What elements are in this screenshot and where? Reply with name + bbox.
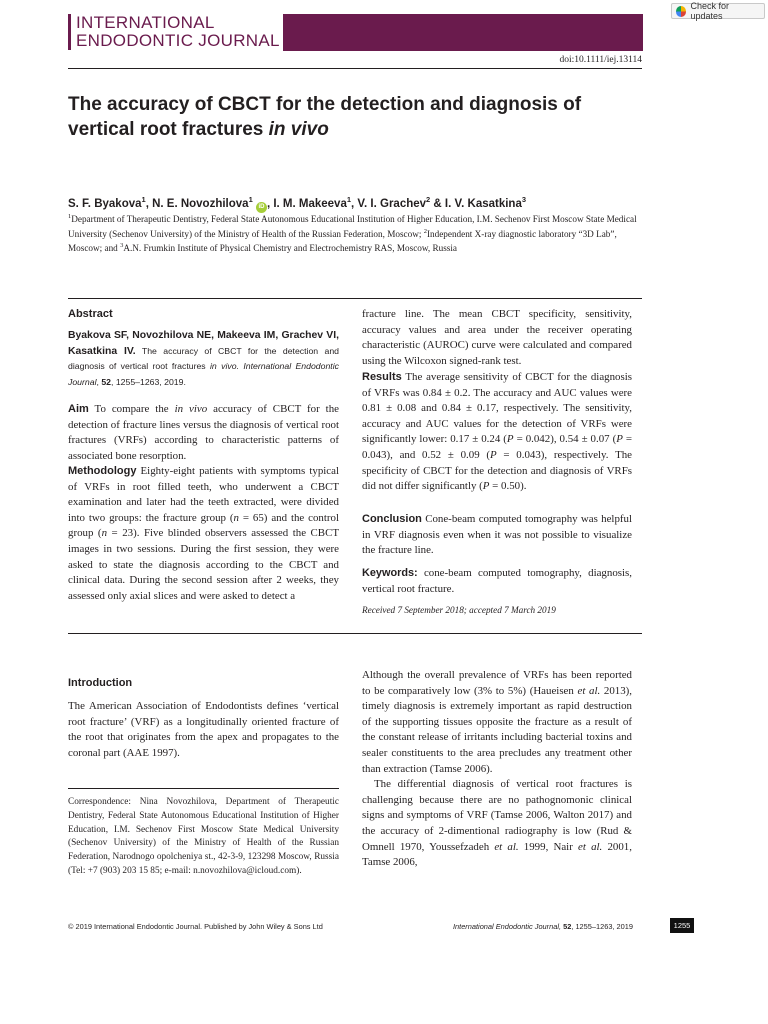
journal-footer <box>453 922 633 931</box>
affiliation-mark: 3 <box>120 242 124 250</box>
introduction-heading: Introduction <box>68 677 133 689</box>
affiliations <box>68 211 642 255</box>
aim-text: To compare the <box>88 403 175 415</box>
keywords-text: cone-beam computed tomography, diagnosis, vertical root fracture. <box>362 567 632 595</box>
title-italic: in vivo <box>268 119 329 140</box>
footer-journal: International Endodontic Journal, <box>452 922 564 931</box>
p-symbol: P <box>616 433 623 446</box>
body-paragraph <box>362 777 632 871</box>
affiliation-mark: 1 <box>68 213 72 220</box>
author-affiliation-mark: 3 <box>521 195 527 204</box>
citation-title-italic: in vivo. <box>210 361 239 372</box>
paragraph-text: The differential diagnosis of vertical root fractures is challenging because there are no pathognomonic clinical signs and symptoms of VRF (Tamse 2006, Walton 2017) and the accuracy of 2-dimentional radiography is low (Rud & Omnell 1970, Youssefzadeh <box>362 778 632 853</box>
author-separator: & <box>430 197 445 210</box>
journal-logo-bar <box>68 14 71 50</box>
abstract-aim <box>68 402 339 464</box>
author-separator: , <box>351 197 358 210</box>
title-main: The accuracy of CBCT for the detection and diagnosis of vertical root fractures <box>68 94 582 140</box>
paragraph-text: 2013), timely diagnosis is extremely important as rapid destruction of the supporting tissues opposite the fracture as a result of the constant release of irritants including bacterial toxins and sealer constituents to the area precludes any treatment other than extraction (Tamse 2006). <box>362 684 633 775</box>
article-title <box>68 92 628 142</box>
author-name[interactable]: I. V. Kasatkina <box>444 197 522 210</box>
author-affiliation-mark: 1 <box>248 195 253 204</box>
check-for-updates-button[interactable] <box>671 3 765 19</box>
paragraph-text: 2001, Tamse 2006, <box>362 840 632 869</box>
correspondence-rule <box>68 788 339 789</box>
received-dates: Received 7 September 2018; accepted 7 March 2019 <box>362 605 556 615</box>
keywords-heading: Keywords: <box>362 567 418 579</box>
results-text: = 0.50). <box>489 480 527 493</box>
header-color-band <box>283 14 643 51</box>
orcid-icon[interactable]: iD <box>256 202 267 213</box>
citation-pages: , 1255–1263, 2019. <box>111 376 186 387</box>
keywords <box>362 566 632 597</box>
affiliation-text: A.N. Frumkin Institute of Physical Chemistry and Electrochemistry RAS, Moscow, Russia <box>123 243 458 254</box>
body-right-column <box>362 668 632 871</box>
affiliation-text: Department of Therapeutic Dentistry, Federal State Autonomous Educational Institution of Higher Education, I.M. Sechenov First Moscow State Medical University (Sechenov University) of the Ministry of Health of the Russian Federation, Moscow; <box>68 214 637 239</box>
abstract-top-rule <box>68 298 642 299</box>
affiliation-text: Independent X-ray diagnostic laboratory “3D Lab”, Moscow; and <box>68 228 617 254</box>
citation-authors: Byakova SF, Novozhilova NE, Makeeva IM, Grachev VI, Kasatkina IV. <box>68 330 339 357</box>
p-symbol: P <box>490 448 497 461</box>
results-text: = 0.042), 0.54 ± 0.07 ( <box>513 433 617 446</box>
introduction-paragraph: The American Association of Endodontists defines ‘vertical root fracture’ (VRF) as a longitudinally oriented fracture of the root that originates from the apex and propagates to the coronal part (AAE 1997). <box>68 700 339 759</box>
journal-name-line1: INTERNATIONAL <box>76 13 215 32</box>
footer-pages: , 1255–1263, 2019 <box>571 922 633 931</box>
abstract-citation: Byakova SF, Novozhilova NE, Makeeva IM, Grachev VI, Kasatkina IV. The accuracy of CBCT for the detection and diagnosis of vertical root fractures in vivo. International Endodontic Journal, 52, 1255–1263, 2019. <box>68 330 340 387</box>
author-name[interactable]: I. M. Makeeva <box>273 197 347 210</box>
abstract-conclusion <box>362 512 632 559</box>
check-for-updates-label: Check for updates <box>690 1 729 21</box>
author-separator: , <box>145 197 153 210</box>
p-symbol: P <box>506 433 514 446</box>
header-rule <box>68 68 642 69</box>
citation-title: The accuracy of CBCT for the detection and diagnosis of vertical root fractures <box>68 345 340 372</box>
et-al: et al. <box>577 684 601 697</box>
paragraph-text: Although the overall prevalence of VRFs has been reported to be comparatively low (3% to 5%) (Haueisen <box>362 669 632 697</box>
et-al: et al. <box>578 840 603 853</box>
doi[interactable]: doi:10.1111/iej.13114 <box>559 55 642 65</box>
methodology-text: = 65) and the control group ( <box>68 511 340 540</box>
author-list: S. F. Byakova$^1$, N. E. Novozhilova$^1$ iD , I. M. Makeeva$^1$, V. I. Grachev$^2$ & I. V. Kasatkina$^3$ <box>68 193 688 213</box>
author-name[interactable]: V. I. Grachev <box>357 197 427 210</box>
methodology-text: Eighty-eight patients with symptoms typical of VRFs in root filled teeth, who underwent a CBCT examination and later had the teeth extracted, were divided into two groups: the fracture group ( <box>68 465 339 524</box>
journal-name-line2: ENDODONTIC JOURNAL <box>76 31 280 50</box>
author-affiliation-mark: 1 <box>346 195 352 204</box>
results-text: = 0.043), respectively. The specificity of CBCT for the detection and diagnosis of VRFs did not differ significantly ( <box>362 448 632 493</box>
citation-journal: International Endodontic Journal <box>68 361 339 387</box>
abstract-results <box>362 370 632 495</box>
copyright-footer: © 2019 International Endodontic Journal. Published by John Wiley & Sons Ltd <box>68 922 323 931</box>
p-symbol: P <box>482 480 490 493</box>
results-text: = 0.043), and 0.52 ± 0.09 ( <box>362 433 632 461</box>
abstract-methodology <box>68 464 339 604</box>
methodology-text: = 23). Five blinded observers assessed the CBCT images in two sessions. During the first session, they were asked to state the diagnosis according to the CBCT and clinical data. During the second session after 2 weeks, they assessed only axial slices and were asked to detect a <box>68 527 339 602</box>
author-name[interactable]: N. E. Novozhilova <box>152 197 249 210</box>
body-paragraph <box>362 668 632 777</box>
conclusion-heading: Conclusion <box>362 513 422 525</box>
author-name[interactable]: S. F. Byakova <box>68 197 142 210</box>
crossmark-icon <box>676 6 686 17</box>
abstract-heading: Abstract <box>68 308 113 320</box>
aim-text-italic: in vivo <box>174 403 208 415</box>
correspondence-note: Correspondence: Nina Novozhilova, Department of Therapeutic Dentistry, Federal State Autonomous Educational Institution of Higher Education, I.M. Sechenov First Moscow State Medical University (Sechenov University) of the Ministry of Health of the Russian Federation, Narodnogo opolcheniya st., 42-3-9, 123298 Moscow, Russia (Tel: +7 (903) 203 15 85; e-mail: n.novozhilova@icloud.com). <box>68 797 339 876</box>
abstract-continued: fracture line. The mean CBCT specificity, sensitivity, accuracy values and area under the receiver operating characteristic (AUROC) curve were calculated and compared using the Wilcoxon signed-rank test. <box>362 308 632 367</box>
aim-heading: Aim <box>68 403 89 415</box>
footer-volume: 52 <box>563 922 572 931</box>
methodology-n: n <box>101 527 108 540</box>
methodology-heading: Methodology <box>68 465 137 477</box>
page-number: 1255 <box>670 918 694 933</box>
et-al: et al. <box>494 840 519 853</box>
conclusion-text: Cone-beam computed tomography was helpful in VRF diagnosis even when it was not possible to visualize the fracture line. <box>362 513 632 557</box>
affiliation-mark: 2 <box>423 227 427 235</box>
paragraph-text: 1999, Nair <box>518 840 579 853</box>
author-affiliation-mark: 2 <box>426 195 431 204</box>
methodology-n: n <box>233 511 239 524</box>
aim-text: accuracy of CBCT for the detection of fracture lines versus the diagnosis of vertical root fractures (VRFs) according to characteristic patterns of associated bone resorption. <box>68 403 339 462</box>
citation-volume: 52 <box>101 376 111 387</box>
abstract-bottom-rule <box>68 633 642 634</box>
author-affiliation-mark: 1 <box>141 195 146 204</box>
results-heading: Results <box>362 371 402 383</box>
results-text: The average sensitivity of CBCT for the diagnosis of VRFs was 0.84 ± 0.2. The accuracy and AUC values were 0.81 ± 0.08 and 0.84 ± 0.17, respectively. The sensitivity, accuracy and AUC values for the detection of VRFs were significantly lower: 0.17 ± 0.24 ( <box>362 371 632 446</box>
